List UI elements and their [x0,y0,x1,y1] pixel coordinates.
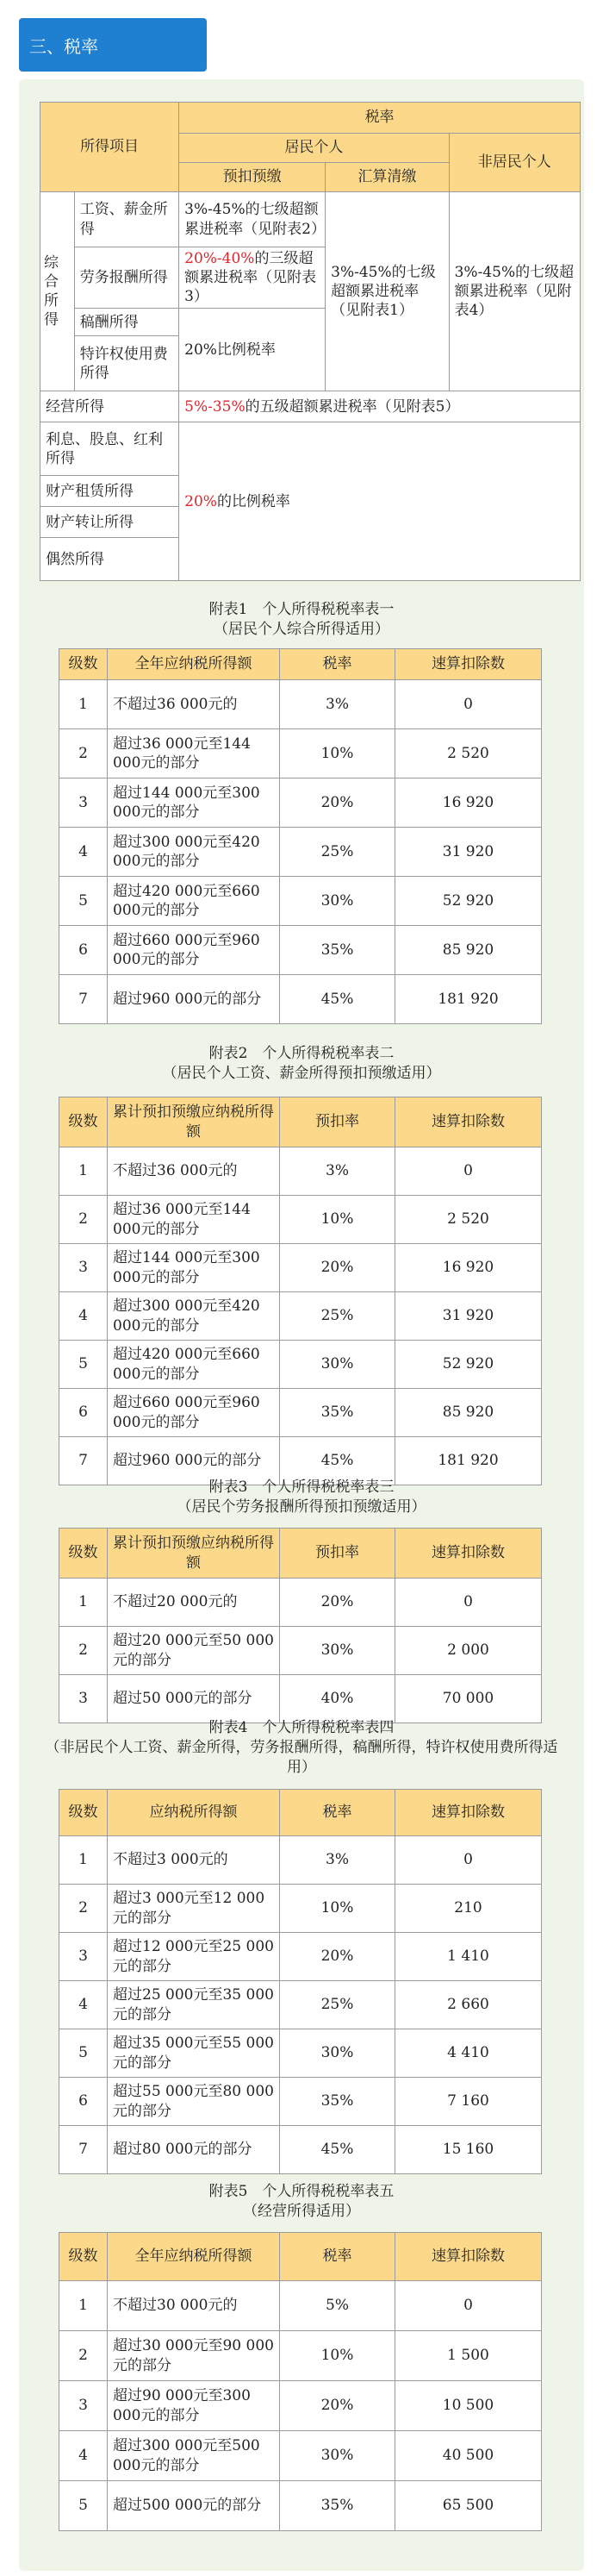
table2-cell-rate: 30% [280,1341,395,1389]
table4-header-rate: 税率 [280,1790,395,1836]
table-row [59,2078,542,2126]
table2-header-level: 级数 [59,1097,108,1147]
table1-cell-income: 超过420 000元至660 000元的部分 [108,877,280,926]
table-row [59,2029,542,2078]
table1-cell-deduct: 181 920 [395,975,542,1024]
table3-cell-rate: 20% [280,1579,395,1627]
table4-cell-level: 3 [59,1933,108,1981]
table1 [59,648,542,1024]
table3-cell-income: 超过50 000元的部分 [108,1675,280,1723]
table4-cell-level: 4 [59,1981,108,2029]
table5-cell-deduct: 0 [395,2281,542,2331]
table-row [59,1244,542,1292]
table4-cell-deduct: 4 410 [395,2029,542,2078]
table-row [59,1885,542,1933]
table-row [59,2281,542,2331]
table-row [59,2126,542,2174]
table5-cell-level: 4 [59,2431,108,2481]
table4-cell-income: 超过35 000元至55 000元的部分 [108,2029,280,2078]
table5-cell-level: 2 [59,2331,108,2381]
table2-cell-income: 超过144 000元至300 000元的部分 [108,1244,280,1292]
table4-cell-income: 不超过3 000元的 [108,1836,280,1885]
table1-cell-rate: 25% [280,828,395,877]
table2-cell-rate: 20% [280,1244,395,1292]
table3-caption-subtitle: （居民个劳务报酬所得预扣预缴适用） [177,1497,426,1516]
table4-cell-rate: 25% [280,1981,395,2029]
table4 [59,1789,542,2174]
table4-caption-title: 附表4 个人所得税税率表四 [208,1719,395,1736]
table-row [59,778,542,828]
table4-cell-level: 5 [59,2029,108,2078]
table-row [59,1389,542,1437]
table5-header [59,2233,542,2281]
table-row [59,828,542,877]
table2-cell-deduct: 85 920 [395,1389,542,1437]
table-row [59,2431,542,2481]
table5-cell-deduct: 10 500 [395,2381,542,2431]
header-settle: 汇算清缴 [326,163,449,192]
table5-cell-income: 超过300 000元至500 000元的部分 [108,2431,280,2481]
item-incidental: 偶然所得 [40,538,179,581]
table3-cell-income: 不超过20 000元的 [108,1579,280,1627]
table2-cell-rate: 35% [280,1389,395,1437]
table4-cell-level: 6 [59,2078,108,2126]
table2-caption [38,1044,565,1084]
table4-header-deduct: 速算扣除数 [395,1790,542,1836]
table1-header-income: 全年应纳税所得额 [108,649,280,680]
table-row [59,877,542,926]
table-row [59,2331,542,2381]
table3-header-income: 累计预扣预缴应纳税所得额 [108,1529,280,1579]
table-row [59,1981,542,2029]
table2-cell-rate: 25% [280,1292,395,1341]
table1-cell-level: 6 [59,926,108,975]
table2-cell-deduct: 31 920 [395,1292,542,1341]
table5-cell-level: 3 [59,2381,108,2431]
table2-header [59,1097,542,1147]
table1-header [59,649,542,680]
table2-cell-level: 5 [59,1341,108,1389]
table2-caption-subtitle: （居民个人工资、薪金所得预扣预缴适用） [162,1064,441,1082]
table1-cell-income: 超过36 000元至144 000元的部分 [108,729,280,778]
table2-cell-income: 超过420 000元至660 000元的部分 [108,1341,280,1389]
table5-header-income: 全年应纳税所得额 [108,2233,280,2281]
rate-nonresident: 3%-45%的七级超额累进税率（见附表4） [449,192,580,391]
table-row [59,2481,542,2531]
table1-cell-income: 超过300 000元至420 000元的部分 [108,828,280,877]
table4-cell-rate: 45% [280,2126,395,2174]
item-interest: 利息、股息、红利所得 [40,422,179,476]
rate-labor-text: 的三级超额累进税率（见附表3） [184,250,317,306]
table2-cell-income: 超过300 000元至420 000元的部分 [108,1292,280,1341]
table3 [59,1528,542,1723]
table2-cell-income: 不超过36 000元的 [108,1147,280,1196]
table4-header-income: 应纳税所得额 [108,1790,280,1836]
table4-cell-deduct: 0 [395,1836,542,1885]
table5-header-deduct: 速算扣除数 [395,2233,542,2281]
table-row [59,680,542,729]
table1-cell-level: 3 [59,778,108,828]
table3-caption [38,1478,565,1517]
table4-caption-subtitle: （非居民个人工资、薪金所得，劳务报酬所得，稿酬所得，特许权使用费所得适用） [45,1738,558,1776]
table2-cell-income: 超过660 000元至960 000元的部分 [108,1389,280,1437]
table1-cell-rate: 30% [280,877,395,926]
table5-caption-subtitle: （经营所得适用） [243,2202,360,2220]
table2-cell-deduct: 16 920 [395,1244,542,1292]
table4-cell-rate: 20% [280,1933,395,1981]
table1-header-level: 级数 [59,649,108,680]
section-title-text: 三、税率 [29,35,98,57]
rate-labor-highlight: 20%-40% [184,250,255,267]
table3-caption-title: 附表3 个人所得税税率表三 [208,1479,395,1496]
table2-header-deduct: 速算扣除数 [395,1097,542,1147]
table-row [59,1579,542,1627]
table3-cell-deduct: 0 [395,1579,542,1627]
table2-cell-level: 3 [59,1244,108,1292]
table-row [59,729,542,778]
table3-cell-deduct: 70 000 [395,1675,542,1723]
table1-cell-level: 7 [59,975,108,1024]
item-transfer: 财产转让所得 [40,507,179,538]
table4-cell-rate: 30% [280,2029,395,2078]
table5-header-level: 级数 [59,2233,108,2281]
table1-cell-rate: 35% [280,926,395,975]
table1-cell-rate: 45% [280,975,395,1024]
table4-cell-rate: 3% [280,1836,395,1885]
table5 [59,2232,542,2531]
table5-header-rate: 税率 [280,2233,395,2281]
table1-cell-income: 不超过36 000元的 [108,680,280,729]
table3-header-rate: 预扣率 [280,1529,395,1579]
table2-cell-level: 4 [59,1292,108,1341]
table3-header-deduct: 速算扣除数 [395,1529,542,1579]
rate-business-text: 的五级超额累进税率（见附表5） [245,397,460,416]
table4-cell-rate: 10% [280,1885,395,1933]
table4-cell-income: 超过12 000元至25 000元的部分 [108,1933,280,1981]
table-row [59,975,542,1024]
table4-cell-income: 超过55 000元至80 000元的部分 [108,2078,280,2126]
table2-cell-level: 6 [59,1389,108,1437]
table4-cell-income: 超过3 000元至12 000元的部分 [108,1885,280,1933]
rate-author-royalty: 20%比例税率 [179,309,326,391]
item-wage: 工资、薪金所得 [74,192,178,247]
table1-cell-level: 4 [59,828,108,877]
table2-caption-title: 附表2 个人所得税税率表二 [208,1045,395,1062]
table2 [59,1097,542,1485]
table2-header-income: 累计预扣预缴应纳税所得额 [108,1097,280,1147]
table4-cell-deduct: 1 410 [395,1933,542,1981]
item-lease: 财产租赁所得 [40,476,179,507]
table1-cell-deduct: 31 920 [395,828,542,877]
table2-cell-income: 超过36 000元至144 000元的部分 [108,1196,280,1244]
table5-cell-deduct: 65 500 [395,2481,542,2531]
table4-cell-level: 7 [59,2126,108,2174]
table2-cell-deduct: 0 [395,1147,542,1196]
table1-caption-subtitle: （居民个人综合所得适用） [214,620,389,638]
rate-business [179,391,581,422]
table1-caption [38,600,565,640]
header-prepay: 预扣预缴 [179,163,326,192]
table5-cell-rate: 10% [280,2331,395,2381]
table2-cell-level: 7 [59,1437,108,1485]
table1-cell-level: 1 [59,680,108,729]
rate-business-highlight: 5%-35% [184,397,246,416]
table4-cell-deduct: 15 160 [395,2126,542,2174]
table4-header-level: 级数 [59,1790,108,1836]
table5-cell-income: 不超过30 000元的 [108,2281,280,2331]
table2-cell-level: 2 [59,1196,108,1244]
table5-cell-income: 超过30 000元至90 000元的部分 [108,2331,280,2381]
table3-cell-level: 3 [59,1675,108,1723]
section-title [19,18,207,72]
rate-wage: 3%-45%的七级超额累进税率（见附表2） [179,192,326,247]
table1-cell-income: 超过660 000元至960 000元的部分 [108,926,280,975]
table2-cell-rate: 3% [280,1147,395,1196]
table2-cell-deduct: 181 920 [395,1437,542,1485]
table1-cell-rate: 20% [280,778,395,828]
table3-cell-income: 超过20 000元至50 000元的部分 [108,1627,280,1675]
table5-cell-rate: 30% [280,2431,395,2481]
table4-cell-income: 超过25 000元至35 000元的部分 [108,1981,280,2029]
table1-cell-deduct: 16 920 [395,778,542,828]
header-rate: 税率 [179,103,581,134]
item-labor: 劳务报酬所得 [74,247,178,309]
rate-other-highlight: 20% [184,492,217,510]
table4-cell-income: 超过80 000元的部分 [108,2126,280,2174]
table1-caption-title: 附表1 个人所得税税率表一 [208,601,395,618]
table2-cell-income: 超过960 000元的部分 [108,1437,280,1485]
table3-header-level: 级数 [59,1529,108,1579]
header-item: 所得项目 [40,103,179,192]
table5-cell-rate: 35% [280,2481,395,2531]
table1-cell-rate: 10% [280,729,395,778]
table3-cell-deduct: 2 000 [395,1627,542,1675]
overview-table [40,102,581,581]
table4-caption [38,1718,565,1778]
table-row [59,1675,542,1723]
table-row [59,1147,542,1196]
rate-other [179,422,581,581]
table4-cell-level: 1 [59,1836,108,1885]
table1-header-deduct: 速算扣除数 [395,649,542,680]
table1-cell-deduct: 85 920 [395,926,542,975]
table-row [59,2381,542,2431]
table4-cell-level: 2 [59,1885,108,1933]
table4-cell-deduct: 7 160 [395,2078,542,2126]
table2-header-rate: 预扣率 [280,1097,395,1147]
table5-cell-deduct: 40 500 [395,2431,542,2481]
table3-cell-level: 2 [59,1627,108,1675]
table5-cell-income: 超过500 000元的部分 [108,2481,280,2531]
table1-cell-level: 5 [59,877,108,926]
table5-caption [38,2182,565,2222]
table-row [59,1292,542,1341]
table3-cell-rate: 40% [280,1675,395,1723]
table1-cell-income: 超过144 000元至300 000元的部分 [108,778,280,828]
table5-cell-level: 5 [59,2481,108,2531]
table3-cell-rate: 30% [280,1627,395,1675]
table-row [59,1341,542,1389]
table1-cell-deduct: 2 520 [395,729,542,778]
table2-cell-level: 1 [59,1147,108,1196]
table4-header [59,1790,542,1836]
table1-cell-deduct: 0 [395,680,542,729]
table5-cell-rate: 20% [280,2381,395,2431]
table1-cell-income: 超过960 000元的部分 [108,975,280,1024]
table1-cell-rate: 3% [280,680,395,729]
table3-cell-level: 1 [59,1579,108,1627]
group-label: 综合所得 [40,192,75,391]
rate-labor [179,247,326,309]
item-author: 稿酬所得 [74,309,178,336]
item-royalty: 特许权使用费所得 [74,336,178,391]
rate-other-text: 的比例税率 [216,492,290,510]
table2-cell-rate: 10% [280,1196,395,1244]
table1-header-rate: 税率 [280,649,395,680]
table5-cell-rate: 5% [280,2281,395,2331]
header-resident: 居民个人 [179,134,449,163]
table5-cell-deduct: 1 500 [395,2331,542,2381]
header-nonresident: 非居民个人 [449,134,580,192]
table-row [59,1836,542,1885]
table1-cell-deduct: 52 920 [395,877,542,926]
table4-cell-deduct: 2 660 [395,1981,542,2029]
table-row [59,1933,542,1981]
rate-settle: 3%-45%的七级超额累进税率（见附表1） [326,192,449,391]
table3-header [59,1529,542,1579]
table5-cell-income: 超过90 000元至300 000元的部分 [108,2381,280,2431]
table2-cell-rate: 45% [280,1437,395,1485]
table-row [59,1196,542,1244]
table-row [59,1627,542,1675]
table5-caption-title: 附表5 个人所得税税率表五 [208,2183,395,2200]
table5-cell-level: 1 [59,2281,108,2331]
table4-cell-rate: 35% [280,2078,395,2126]
table-row [59,926,542,975]
table1-cell-level: 2 [59,729,108,778]
item-business: 经营所得 [40,391,179,422]
table2-cell-deduct: 2 520 [395,1196,542,1244]
table2-cell-deduct: 52 920 [395,1341,542,1389]
table4-cell-deduct: 210 [395,1885,542,1933]
